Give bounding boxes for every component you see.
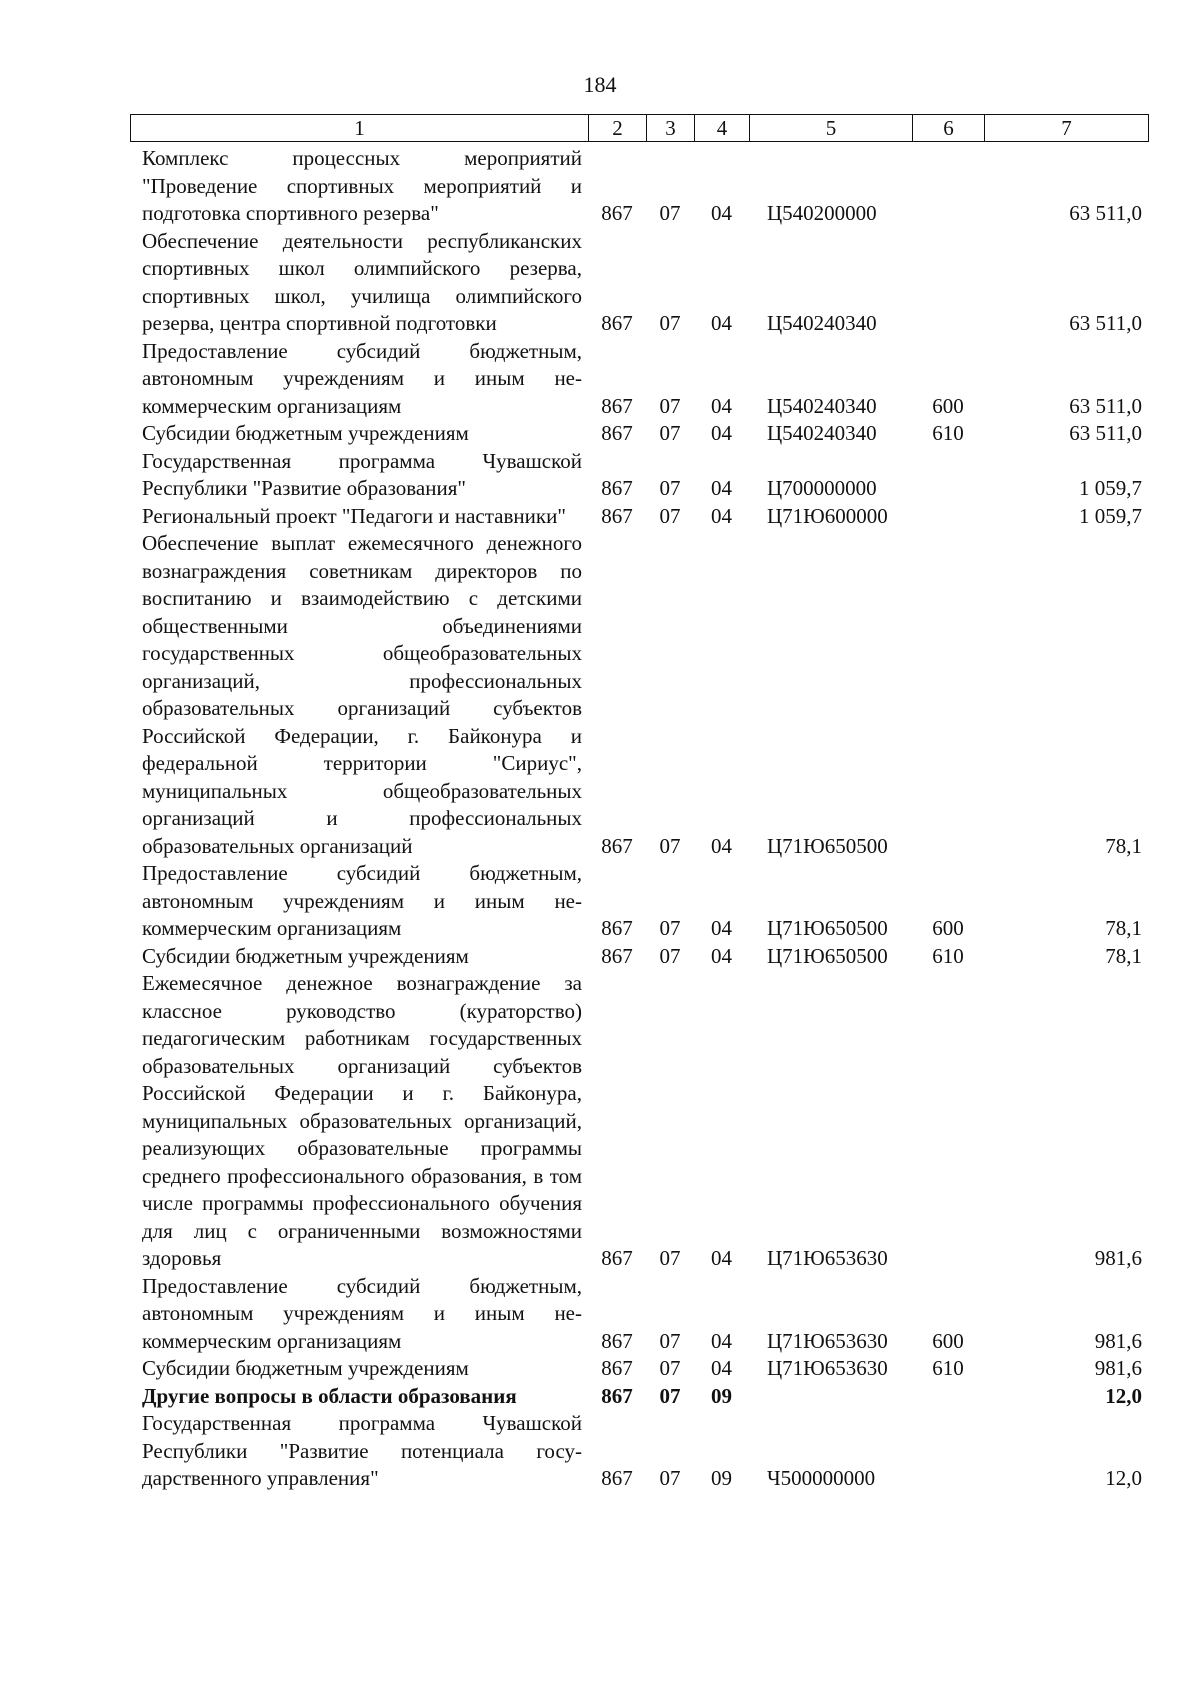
row-amount: 981,6 [1094,1246,1142,1270]
row-target-article: Ц71Ю653630 [767,1356,888,1380]
row-gr-code: 867 [601,1328,633,1353]
row-gr-code: 867 [601,476,633,500]
row-target-article: Ц71Ю650500 [767,833,888,858]
row-expense-type: 610 [932,421,964,445]
row-subsection-code: 04 [711,393,732,418]
table-row [130,1273,1148,1356]
row-section-code: 07 [659,833,681,858]
row-subsection-code: 04 [711,421,732,445]
table-row [130,1383,1148,1411]
column-header-5: 5 [750,115,913,142]
row-name: Предоставление субсидий бюджетным, автономным учреждениям и иным некоммерческим организациям [142,338,582,418]
row-section-code: 07 [659,421,681,445]
row-name: Субсидии бюджетным учреждениям [142,943,469,968]
row-expense-type [912,970,984,1273]
row-amount: 63 511,0 [1069,311,1142,335]
row-gr-code: 867 [601,503,633,528]
row-target-article: Ц700000000 [767,476,877,500]
column-header-1: 1 [131,115,589,142]
row-target-article: Ц71Ю650500 [767,943,888,968]
table-row [130,145,1148,228]
row-amount: 981,6 [1094,1356,1142,1380]
row-name: Другие вопросы в области образования [142,1383,517,1408]
row-target-article: Ц540240340 [767,421,877,445]
row-amount: 78,1 [1105,833,1142,858]
row-expense-type: 600 [932,1328,964,1353]
row-gr-code: 867 [601,393,633,418]
row-expense-type [912,530,984,860]
table-row [130,228,1148,338]
row-target-article: Ц540200000 [767,201,877,225]
row-gr-code: 867 [601,311,633,335]
row-section-code: 07 [659,1466,681,1490]
row-amount: 12,0 [1105,1466,1142,1490]
row-subsection-code: 09 [711,1383,732,1408]
row-amount: 981,6 [1094,1328,1142,1353]
row-subsection-code: 04 [711,943,732,968]
row-name: Государственная программа Чувашской Республики "Развитие образования" [142,448,582,500]
column-header-row [130,114,1149,142]
row-section-code: 07 [659,503,681,528]
row-subsection-code: 04 [711,311,732,335]
row-section-code: 07 [659,1246,681,1270]
column-header-6: 6 [913,115,985,142]
row-subsection-code: 04 [711,1246,732,1270]
row-section-code: 07 [659,393,681,418]
row-subsection-code: 04 [711,503,732,528]
table-body [130,145,1148,1493]
row-gr-code: 867 [601,1356,633,1380]
table-row [130,970,1148,1273]
row-target-article: Ц71Ю653630 [767,1246,888,1270]
row-target-article: Ц71Ю650500 [767,916,888,940]
row-subsection-code: 04 [711,476,732,500]
table-row [130,943,1148,971]
row-expense-type [912,503,984,531]
row-gr-code: 867 [601,833,633,858]
row-name: Предоставление субсидий бюджетным, автономным учреждениям и иным некоммерческим организациям [142,861,582,940]
row-section-code: 07 [659,476,681,500]
row-subsection-code: 04 [711,201,732,225]
row-amount: 63 511,0 [1069,393,1142,418]
table-row [130,338,1148,421]
row-target-article: Ч500000000 [767,1466,876,1490]
row-name: Комплекс процессных мероприятий "Проведение спортивных мероприятий и подготовка спортивного резерва" [142,146,582,225]
column-header-3: 3 [647,115,695,142]
row-expense-type [912,145,984,228]
table-row [130,530,1148,860]
row-name: Субсидии бюджетным учреждениям [142,421,469,445]
row-section-code: 07 [659,916,681,940]
row-amount: 78,1 [1105,943,1142,968]
row-gr-code: 867 [601,943,633,968]
row-target-article [749,1383,912,1411]
table-row [130,1355,1148,1383]
row-name: Ежемесячное денежное вознаграждение за классное руководство (кураторство) педагогическим работникам государственных образовательных организаций субъектов Российской Федерации и г. Байконура, муниципальных образовательных организаций, реализующих образовательные программы среднего профессионального образования, в том числе программы профессионального обучения для лиц с ограниченными возможностями здоровья [142,971,582,1270]
row-section-code: 07 [659,1328,681,1353]
row-amount: 63 511,0 [1069,421,1142,445]
row-name: Государственная программа Чувашской Республики "Развитие потенциала государственного управления" [142,1411,582,1490]
row-subsection-code: 04 [711,1356,732,1380]
row-gr-code: 867 [601,916,633,940]
row-expense-type [912,1383,984,1411]
table-row [130,860,1148,943]
row-target-article: Ц540240340 [767,311,877,335]
row-section-code: 07 [659,311,681,335]
row-amount: 12,0 [1105,1383,1142,1408]
row-subsection-code: 04 [711,916,732,940]
page-number: 184 [583,72,617,97]
row-subsection-code: 04 [711,833,732,858]
column-header-7: 7 [985,115,1149,142]
row-amount: 1 059,7 [1079,503,1142,528]
row-expense-type [912,228,984,338]
row-section-code: 07 [659,943,681,968]
row-gr-code: 867 [601,421,633,445]
row-gr-code: 867 [601,201,633,225]
row-expense-type [912,448,984,503]
row-target-article: Ц71Ю600000 [767,503,888,528]
row-gr-code: 867 [601,1246,633,1270]
table-row [130,1410,1148,1493]
column-header-2: 2 [589,115,647,142]
table-row [130,503,1148,531]
row-name: Обеспечение выплат ежемесячного денежного вознаграждения советникам директоров по воспитанию и взаимодействию с детскими общественными объединениями государственных общеобразовательных организаций, профессиональных образовательных организаций субъектов Российской Федерации, г. Байконура и федеральной территории "Сириус", муниципальных общеобразовательных организаций и профессиональных образовательных организаций [142,531,582,858]
budget-table [130,145,1148,1493]
row-section-code: 07 [659,201,681,225]
row-target-article: Ц540240340 [767,393,877,418]
row-expense-type: 600 [932,393,964,418]
table-row [130,448,1148,503]
row-expense-type: 610 [932,1356,964,1380]
row-name: Субсидии бюджетным учреждениям [142,1356,469,1380]
row-expense-type [912,1410,984,1493]
row-name: Региональный проект "Педагоги и наставники" [142,503,566,528]
row-expense-type: 610 [932,943,964,968]
row-subsection-code: 04 [711,1328,732,1353]
row-section-code: 07 [659,1383,681,1408]
row-amount: 63 511,0 [1069,201,1142,225]
table-row [130,420,1148,448]
row-gr-code: 867 [601,1383,633,1408]
row-subsection-code: 09 [711,1466,732,1490]
row-expense-type: 600 [932,916,964,940]
row-section-code: 07 [659,1356,681,1380]
row-amount: 78,1 [1105,916,1142,940]
column-header-4: 4 [695,115,750,142]
row-target-article: Ц71Ю653630 [767,1328,888,1353]
row-amount: 1 059,7 [1079,476,1142,500]
row-name: Предоставление субсидий бюджетным, автономным учреждениям и иным некоммерческим организациям [142,1273,582,1353]
row-gr-code: 867 [601,1466,633,1490]
row-name: Обеспечение деятельности республиканских спортивных школ олимпийского резерва, спортивных школ, училища олимпийского резерва, центра спортивной подготовки [142,228,582,335]
